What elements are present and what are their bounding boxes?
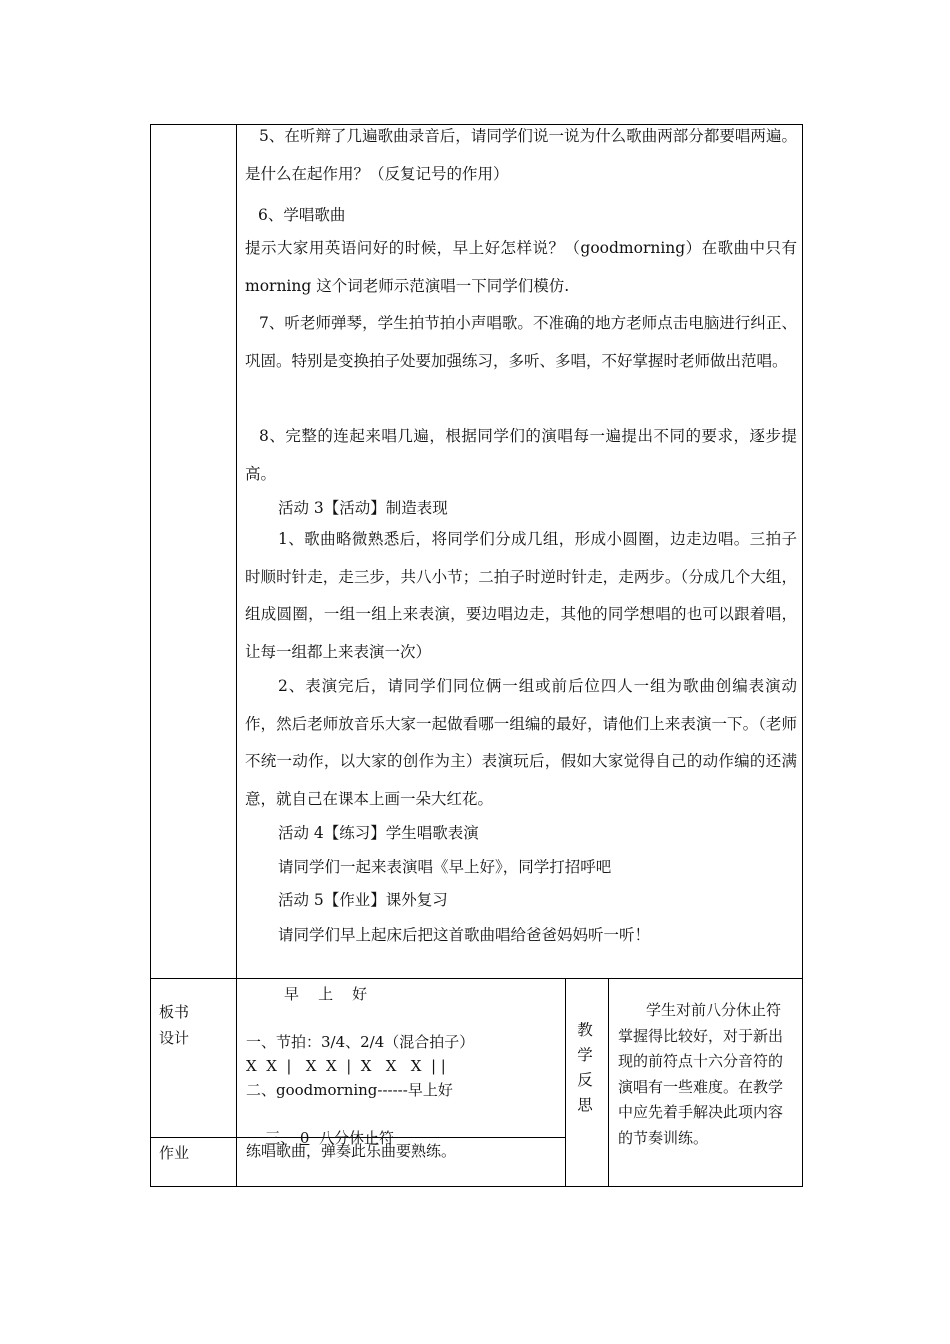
board-line-rest: [246, 1102, 394, 1174]
paragraph-step-6: 6、学唱歌曲: [258, 206, 346, 224]
homework-text: 练唱歌曲，弹奏此乐曲要熟练。: [246, 1142, 457, 1160]
activity-4-heading: 活动 4【练习】学生唱歌表演: [278, 824, 479, 842]
board-line-rhythm: X X | X X | X X X | |: [246, 1057, 446, 1075]
table-divider: [608, 978, 609, 1187]
board-line-greeting: 二、goodmorning------早上好: [246, 1081, 453, 1099]
paragraph-activity-3-1: 1、歌曲略微熟悉后，将同学们分成几组，形成小圆圈，边走边唱。三拍子时顺时针走，走三步，共八小节；二拍子时逆时针走，走两步。（分成几个大组，组成圆圈，一组一组上来表演，要边唱边走，其他的同学想唱的也可以跟着唱，让每一组都上来表演一次）: [245, 530, 797, 661]
paragraph-activity-3-2: 2、表演完后，请同学们同位俩一组或前后位四人一组为歌曲创编表演动作，然后老师放音乐大家一起做看哪一组编的最好，请他们上来表演一下。（老师不统一动作，以大家的创作为主）表演玩后，假如大家觉得自己的动作编的还满意，就自己在课本上画一朵大红花。: [245, 677, 797, 808]
board-title: 早 上 好: [284, 985, 368, 1003]
activity-5-text: 请同学们早上起床后把这首歌曲唱给爸爸妈妈听一听！: [278, 926, 651, 944]
activity-4-text: 请同学们一起来表演唱《早上好》，同学打招呼吧: [278, 858, 612, 876]
paragraph-step-8: 8、完整的连起来唱几遍，根据同学们的演唱每一遍提出不同的要求，逐步提高。: [245, 427, 797, 483]
reflection-label: 教学反思: [577, 1021, 593, 1114]
board-design-label: 板书设计: [159, 1003, 190, 1047]
paragraph-step-6-detail: 提示大家用英语问好的时候，早上好怎样说？（goodmorning）在歌曲中只有 morning 这个词老师示范演唱一下同学们模仿.: [245, 239, 797, 295]
paragraph-step-5: 5、在听辩了几遍歌曲录音后，请同学们说一说为什么歌曲两部分都要唱两遍。是什么在起作用？（反复记号的作用）: [245, 127, 797, 183]
reflection-text: 学生对前八分休止符掌握得比较好，对于新出现的前符点十六分音符的演唱有一些难度。在教学中应先着手解决此项内容的节奏训练。: [618, 1001, 784, 1147]
rest-note-symbol: 0: [299, 1129, 310, 1147]
activity-3-heading: 活动 3【活动】制造表现: [278, 499, 448, 517]
table-divider: [150, 978, 803, 979]
table-divider: [565, 978, 566, 1187]
board-line-meter: 一、节拍：3/4、2/4（混合拍子）: [246, 1033, 475, 1051]
board-line-rest-suffix: 八分休止符: [309, 1129, 394, 1147]
activity-5-heading: 活动 5【作业】课外复习: [278, 891, 448, 909]
table-divider: [236, 124, 237, 1187]
board-line-rest-prefix: 三、: [265, 1129, 300, 1147]
paragraph-step-7: 7、听老师弹琴，学生拍节拍小声唱歌。不准确的地方老师点击电脑进行纠正、巩固。特别是变换拍子处要加强练习，多听、多唱，不好掌握时老师做出范唱。: [245, 314, 797, 370]
homework-label: 作业: [159, 1144, 190, 1162]
